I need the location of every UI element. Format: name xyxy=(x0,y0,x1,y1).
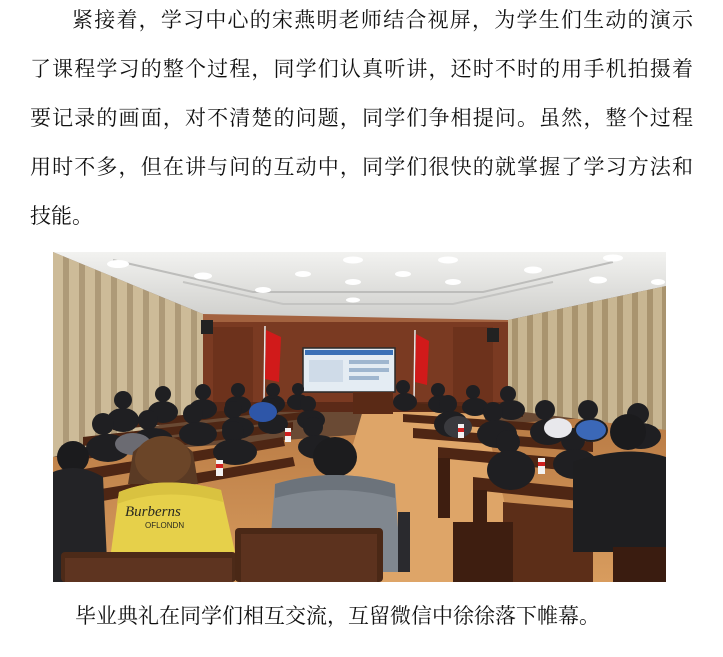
body-paragraph xyxy=(30,0,693,241)
right-speaker xyxy=(487,328,499,342)
paragraph-line-1: 紧接着，学习中心的宋燕明老师结合视屏，为学生们生动的演示 xyxy=(72,8,693,32)
photo-caption: 毕业典礼在同学们相互交流，互留微信中徐徐落下帷幕。 xyxy=(75,604,600,628)
jacket-sub-text: OFLONDN xyxy=(145,521,185,530)
jacket-brand-text: Burberns xyxy=(125,504,181,520)
paragraph-line-3: 要记录的画面，对不清楚的问题，同学们争相提问。虽然，整个过程 xyxy=(30,106,693,130)
left-speaker xyxy=(201,320,213,334)
classroom-photo xyxy=(53,252,666,582)
left-flag xyxy=(265,330,281,382)
podium xyxy=(353,392,393,414)
classroom-photo-drawing xyxy=(53,252,666,582)
paragraph-line-4: 用时不多，但在讲与问的互动中，同学们很快的就掌握了学习方法和 xyxy=(30,155,693,179)
paragraph-line-2: 了课程学习的整个过程，同学们认真听讲，还时不时的用手机拍摄着 xyxy=(30,57,693,81)
paragraph-line-5: 技能。 xyxy=(30,204,93,228)
right-flag xyxy=(415,334,429,385)
